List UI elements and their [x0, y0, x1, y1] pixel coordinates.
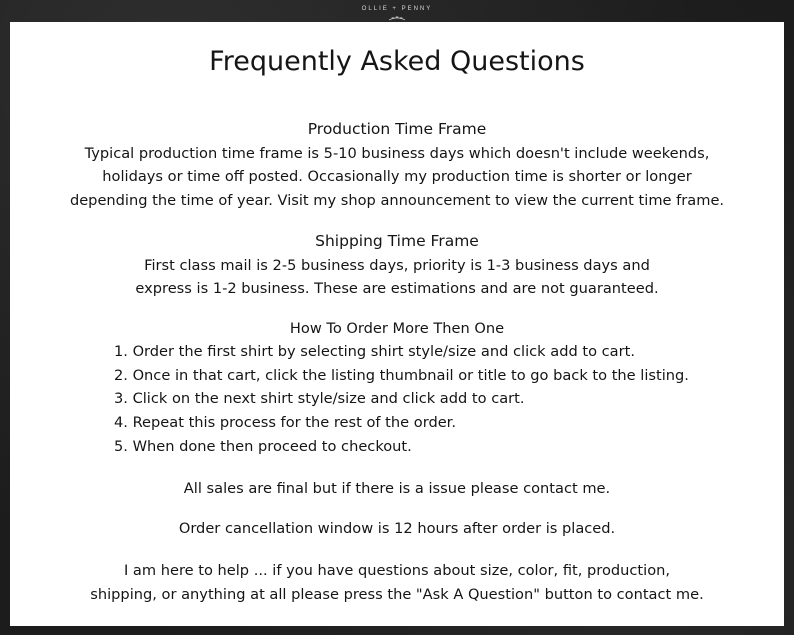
leaf-sprig-icon	[388, 14, 406, 22]
page-title: Frequently Asked Questions	[209, 46, 585, 77]
shipping-section	[10, 230, 784, 301]
order-steps-list	[114, 340, 689, 459]
list-item: 2. Once in that cart, click the listing thumbnail or title to go back to the listing.	[114, 366, 689, 384]
brand-name: OLLIE + PENNY	[361, 6, 433, 12]
list-item: 4. Repeat this process for the rest of the order.	[114, 414, 456, 432]
faq-card	[10, 22, 784, 626]
shipping-heading: Shipping Time Frame	[315, 232, 479, 250]
order-heading: How To Order More Then One	[289, 320, 505, 337]
help-note	[10, 559, 784, 606]
shipping-line: express is 1-2 business. These are estimations and are not guaranteed.	[135, 280, 659, 298]
production-line: depending the time of year. Visit my shop announcement to view the current time frame.	[69, 192, 725, 210]
list-item: 1. Order the first shirt by selecting shirt style/size and click add to cart.	[114, 343, 635, 360]
sales-final-note: All sales are final but if there is a issue please contact me.	[183, 480, 611, 497]
shipping-line: First class mail is 2-5 business days, priority is 1-3 business days and	[144, 256, 650, 274]
help-line: shipping, or anything at all please press the "Ask A Question" button to contact me.	[90, 585, 704, 603]
list-item: 3. Click on the next shirt style/size and click add to cart.	[114, 390, 525, 408]
list-item: 5. When done then proceed to checkout.	[114, 437, 412, 455]
production-line: Typical production time frame is 5-10 business days which doesn't include weekends,	[84, 144, 710, 162]
production-section	[10, 118, 784, 213]
cancellation-note: Order cancellation window is 12 hours after order is placed.	[178, 520, 616, 537]
production-line: holidays or time off posted. Occasionally my production time is shorter or longer	[102, 168, 692, 186]
production-heading: Production Time Frame	[307, 120, 487, 138]
help-line: I am here to help ... if you have questions about size, color, fit, production,	[123, 562, 671, 579]
